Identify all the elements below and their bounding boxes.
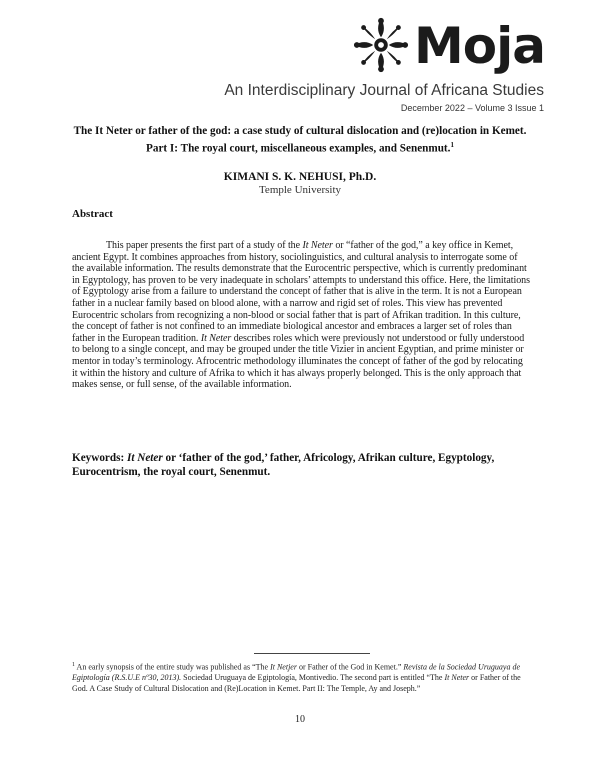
abstract-term: It Neter bbox=[302, 240, 333, 251]
abstract-body bbox=[72, 240, 530, 391]
footnote-text: Sociedad Uruguaya de Egiptología, Montivedio. The second part is entitled “The bbox=[181, 673, 445, 683]
journal-subtitle: An Interdisciplinary Journal of Africana Studies bbox=[224, 82, 544, 99]
journal-logo bbox=[352, 16, 552, 76]
adinkra-logo-icon bbox=[352, 16, 410, 74]
footnote-text: An early synopsis of the entire study was published as “The bbox=[75, 662, 271, 672]
keywords-label: Keywords: bbox=[72, 452, 127, 464]
article-title-text: The It Neter or father of the god: a case study of cultural dislocation and (re)location in Kemet. Part I: The royal court, miscellaneous examples, and Senenmut. bbox=[73, 125, 527, 155]
keywords-list: or ‘father of the god,’ father, Africology, Afrikan culture, Egyptology, Eurocentrism, the royal court, Senenmut. bbox=[72, 452, 495, 478]
page-number: 10 bbox=[295, 714, 305, 725]
logo-wordmark: Moja bbox=[414, 17, 545, 75]
footnote-text: or Father of the God. A Case Study of Cultural Dislocation and (Re)Location in Kemet. Part II: The Temple, Ay and Joseph.” bbox=[72, 673, 521, 693]
abstract-text: This paper presents the first part of a study of the bbox=[106, 240, 303, 251]
keywords-term: It Neter bbox=[127, 452, 163, 464]
footnote-divider bbox=[254, 653, 370, 654]
footnote bbox=[72, 660, 532, 694]
footnote-term: It Netjer bbox=[270, 662, 297, 672]
abstract-text: or “father of the god,” a key office in Kemet, ancient Egypt. It combines approaches from history, sociolinguistics, and cultural analysis to interrogate some of the available information. The results demonstrate that the Eurocentric perspective, which is currently predominant in Egyptology, has proven to be very inadequate in scholars’ attempts to understand this office. Here, the limitations of Egyptology arise from a failure to understand the concept of father that is alive in the term. It is not a European father in a nuclear family based on blood alone, with a narrow and rigid set of roles. This view has prevented Eurocentric scholars from recognizing a non-blood or social father that is part of Afrikan tradition. In this culture, the concept of father is not confined to an immediate biological ancestor and embraces a larger set of roles than father in the European tradition. bbox=[72, 240, 530, 344]
abstract-heading: Abstract bbox=[72, 208, 113, 220]
footnote-mark: 1 bbox=[72, 662, 75, 668]
footnote-text: or Father of the God in Kemet.” bbox=[296, 662, 404, 672]
abstract-text: describes roles which were previously not understood or fully understood to belong to a single concept, and may be grouped under the title Vizier in ancient Egyptian, and prime minister or mentor in today’s terminology. Afrocentric methodology illuminates the concept of father of the god by relocating it within the history and culture of Afrika to which it has always properly belonged. This is the only approach that makes sense, or full sense, of the available information. bbox=[72, 332, 525, 391]
footnote-source: Revista de la Sociedad Uruguaya de Egiptología (R.S.U.E nº30, 2013). bbox=[72, 662, 521, 683]
issue-line: December 2022 – Volume 3 Issue 1 bbox=[400, 103, 544, 113]
abstract-paragraph bbox=[72, 240, 530, 391]
footnote-term: It Neter bbox=[444, 673, 470, 683]
title-footnote-mark[interactable]: 1 bbox=[450, 141, 454, 149]
author-name: KIMANI S. K. NEHUSI, Ph.D. bbox=[223, 171, 377, 183]
abstract-term: It Neter bbox=[200, 332, 232, 344]
keywords bbox=[72, 451, 530, 479]
author-affiliation: Temple University bbox=[258, 184, 342, 196]
article-title bbox=[72, 124, 528, 156]
